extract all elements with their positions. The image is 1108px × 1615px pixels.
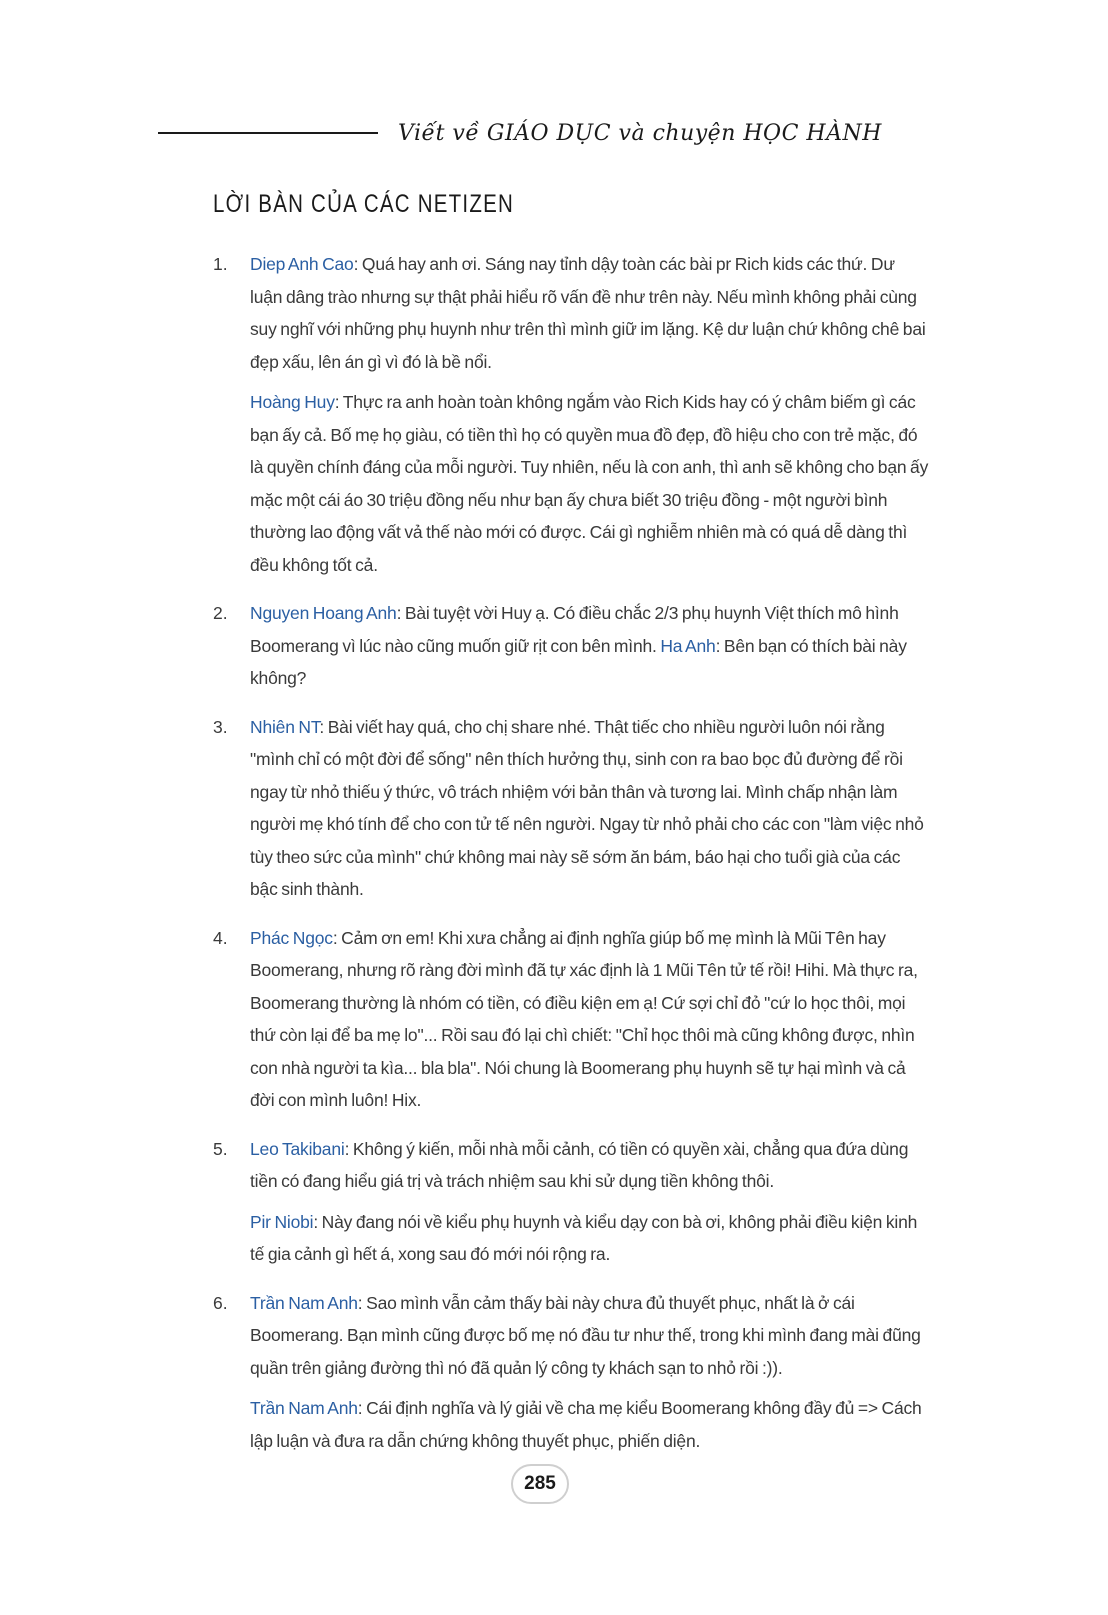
comment-text: : Quá hay anh ơi. Sáng nay tỉnh dậy toàn các bài pr Rich kids các thứ. Dư luận dâng trào nhưng sự thật phải hiểu rõ vấn đề như trên này. Nếu mình không phải cùng suy nghĩ với những phụ huynh như trên thì mình giữ im lặng. Kệ dư luận chứ không chê bai đẹp xấu, lên án gì vì đó là bề nổi. — [250, 254, 926, 372]
comment-text: : Không ý kiến, mỗi nhà mỗi cảnh, có tiền có quyền xài, chẳng qua đứa dùng tiền có đang hiểu giá trị và trách nhiệm sau khi sử dụng tiền không thôi. — [250, 1138, 909, 1191]
comment-number: 1. — [213, 254, 228, 274]
comment-item — [213, 597, 929, 695]
comment-author: Leo Takibani — [250, 1138, 345, 1159]
reply-text: : Thực ra anh hoàn toàn không ngắm vào Rich Kids hay có ý châm biếm gì các bạn ấy cả. Bố mẹ họ giàu, có tiền thì họ có quyền mua đồ đẹp, đồ hiệu cho con trẻ mặc, đó là quyền chính đáng của mỗi người. Tuy nhiên, nếu là con anh, thì anh sẽ không cho bạn ấy mặc một cái áo 30 triệu đồng nếu như bạn ấy chưa biết 30 triệu đồng - một người bình thường lao động vất vả thế nào mới có được. Cái gì nghiễm nhiên mà có quá dễ dàng thì đều không tốt cả. — [250, 392, 929, 575]
reply-paragraph — [250, 1206, 929, 1271]
comment-number: 4. — [213, 927, 228, 948]
running-header — [158, 116, 948, 150]
reply-paragraph — [250, 386, 929, 581]
comment-author: Trần Nam Anh — [250, 1292, 358, 1313]
comment-paragraph — [250, 248, 929, 378]
comment-item — [213, 248, 929, 581]
comment-paragraph — [250, 597, 929, 695]
comment-item — [213, 1287, 929, 1458]
comment-author: Nhiên NT — [250, 716, 320, 737]
comment-text: : Bài viết hay quá, cho chị share nhé. Thật tiếc cho nhiều người luôn nói rằng "mình chỉ có một đời để sống" nên thích hưởng thụ, sinh con ra bao bọc đủ đường để rồi ngay từ nhỏ thiếu ý thức, vô trách nhiệm với bản thân và tương lai. Mình chấp nhận làm người mẹ khó tính để cho con tử tế nên người. Ngay từ nhỏ phải cho các con "làm việc nhỏ tùy theo sức của mình" chứ không mai này sẽ sớm ăn bám, báo hại cho tuổi già của các bậc sinh thành. — [250, 716, 924, 899]
comment-paragraph — [250, 1133, 929, 1198]
section-title: LỜI BÀN CỦA CÁC NETIZEN — [213, 190, 515, 218]
comment-text-continued: : Bên bạn có thích bài này không? — [250, 635, 907, 688]
comment-author: Phác Ngọc — [250, 927, 333, 948]
page-number: 285 — [524, 1473, 556, 1494]
reply-text: : Cái định nghĩa và lý giải về cha mẹ kiểu Boomerang không đầy đủ => Cách lập luận và đưa ra dẫn chứng không thuyết phục, phiến diện. — [250, 1398, 922, 1451]
reply-author: Hoàng Huy — [250, 392, 335, 412]
header-title: Viết về GIÁO DỤC và chuyện HỌC HÀNH — [398, 120, 882, 146]
comment-text: : Bài tuyệt vời Huy ạ. Có điều chắc 2/3 phụ huynh Việt thích mô hình Boomerang vì lúc nào cũng muốn giữ rịt con bên mình. — [250, 603, 899, 656]
reply-author: Pir Niobi — [250, 1211, 314, 1232]
page-number-badge — [511, 1464, 569, 1504]
comment-number: 5. — [213, 1138, 228, 1159]
comment-author: Diep Anh Cao — [250, 254, 354, 274]
comment-text: : Cảm ơn em! Khi xưa chẳng ai định nghĩa giúp bố mẹ mình là Mũi Tên hay Boomerang, nhưng rõ ràng đời mình đã tự xác định là 1 Mũi Tên tử tế rồi! Hihi. Mà thực ra, Boomerang thường là nhóm có tiền, có điều kiện em ạ! Cứ sợi chỉ đỏ "cứ lo học thôi, mọi thứ còn lại để ba mẹ lo"... Rồi sau đó lại chì chiết: "Chỉ học thôi mà cũng không được, nhìn con nhà người ta kìa... bla bla". Nói chung là Boomerang phụ huynh sẽ tự hại mình và cả đời con mình luôn! Hix. — [250, 927, 918, 1110]
comment-paragraph — [250, 1287, 929, 1385]
reply-paragraph — [250, 1392, 929, 1457]
comment-paragraph — [250, 922, 929, 1117]
comment-body — [250, 1287, 929, 1458]
comment-number: 6. — [213, 1292, 228, 1313]
comment-paragraph — [250, 711, 929, 906]
comment-list — [213, 248, 929, 1473]
reply-author: Trần Nam Anh — [250, 1398, 358, 1418]
comment-body — [250, 922, 929, 1117]
comment-number: 3. — [213, 716, 228, 737]
comment-text: : Sao mình vẫn cảm thấy bài này chưa đủ thuyết phục, nhất là ở cái Boomerang. Bạn mình cũng được bố mẹ nó đầu tư như thế, trong khi mình đang mài đũng quần trên giảng đường thì nó đã quản lý công ty khách sạn to nhỏ rồi :)). — [250, 1292, 921, 1378]
mentioned-author: Ha Anh — [660, 635, 716, 656]
comment-body — [250, 597, 929, 695]
comment-item — [213, 1133, 929, 1271]
comment-body — [250, 248, 929, 581]
comment-body — [250, 1133, 929, 1271]
comment-number: 2. — [213, 603, 228, 623]
comment-item — [213, 711, 929, 906]
reply-text: : Này đang nói về kiểu phụ huynh và kiểu dạy con bà ơi, không phải điều kiện kinh tế gia cảnh gì hết á, xong sau đó mới nói rộng ra. — [250, 1211, 918, 1264]
comment-author: Nguyen Hoang Anh — [250, 603, 397, 623]
comment-body — [250, 711, 929, 906]
comment-item — [213, 922, 929, 1117]
header-rule — [158, 132, 378, 134]
